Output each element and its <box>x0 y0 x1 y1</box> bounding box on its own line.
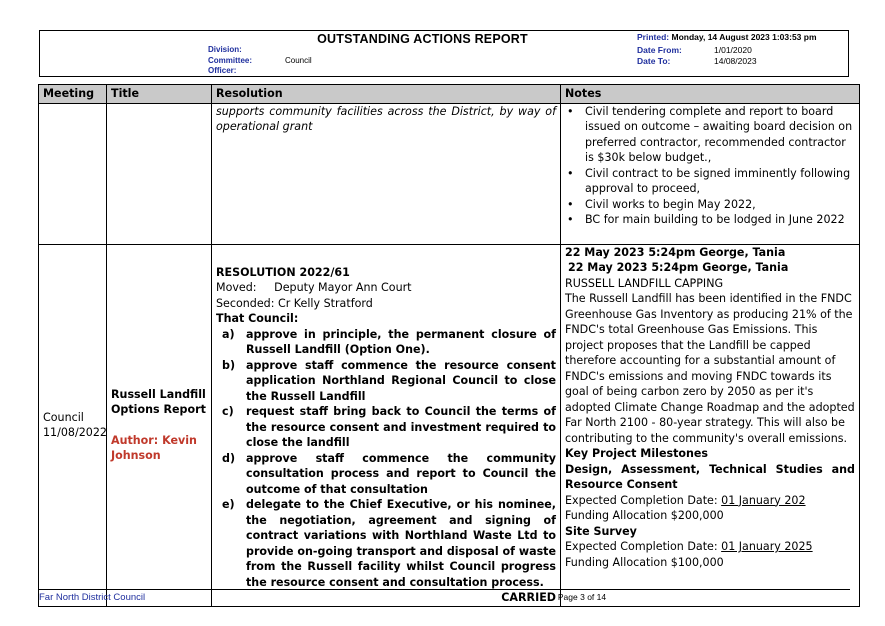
title-cell <box>107 103 212 244</box>
resolution-item: d) approve staff commence the community consultation process and report to Council the outcome of that consultation <box>222 451 556 496</box>
officer-label: Officer: <box>208 66 237 75</box>
milestone-date: Expected Completion Date: 01 January 2025 <box>565 540 813 553</box>
footer-divider <box>38 589 850 590</box>
date-from-label: Date From: <box>637 45 682 55</box>
milestone-funding: Funding Allocation $100,000 <box>565 555 724 569</box>
meeting-cell <box>39 103 107 244</box>
moved-label: Moved: <box>216 281 257 294</box>
carried-label: CARRIED <box>501 591 556 604</box>
resolution-text: supports community facilities across the District, by way of operational grant <box>216 104 556 133</box>
list-item: • Civil tendering complete and report to board issued on outcome – awaiting board decision on preferred contractor, recommended contractor is $30k below budget., <box>567 104 853 164</box>
table-row <box>39 103 860 244</box>
resolution-item: e) delegate to the Chief Executive, or his nominee, the negotiation, agreement and signing of contract variations with Northland Waste Ltd to provide on-going transport and disposal of waste from the Russell facility whilst Council progress the resource consent and consultation process. <box>222 498 556 589</box>
footer-page-number: Page 3 of 14 <box>557 592 607 602</box>
col-header-notes: Notes <box>561 85 860 104</box>
actions-table <box>38 84 860 607</box>
note-body: The Russell Landfill has been identified in the FNDC Greenhouse Gas Inventory as producing 21% of the FNDC's total Greenhouse Gas Emissions. This project proposes that the Landfill be capped therefore accounting for a substantial amount of FNDC's emissions and moving FNDC towards its goal of being carbon zero by 2050 as per it's adopted Climate Change Roadmap and the adopted Far North 2100 - 80-year strategy. This will also be contributing to the community's overall emissions. <box>565 292 855 445</box>
note-timestamp: 22 May 2023 5:24pm George, Tania <box>565 245 786 259</box>
date-values <box>714 45 757 66</box>
meeting-date: 11/08/2022 <box>43 426 107 439</box>
table-header-row <box>39 85 860 104</box>
date-to-label: Date To: <box>637 55 671 66</box>
list-item: • Civil works to begin May 2022, <box>567 197 756 211</box>
printed-label: Printed: <box>637 32 670 42</box>
committee-label: Committee: <box>208 55 253 65</box>
notes-cell <box>561 103 860 244</box>
title-cell <box>107 244 212 606</box>
printed-info <box>637 32 817 42</box>
date-labels <box>637 45 682 66</box>
date-to-value: 14/08/2023 <box>714 55 757 66</box>
milestones-heading: Key Project Milestones <box>565 447 709 460</box>
table-row <box>39 244 860 606</box>
footer-org: Far North District Council <box>39 592 146 603</box>
milestone-title: Site Survey <box>565 524 637 538</box>
col-header-title: Title <box>107 85 212 104</box>
col-header-resolution: Resolution <box>212 85 561 104</box>
col-header-meeting: Meeting <box>39 85 107 104</box>
milestone-date: Expected Completion Date: 01 January 202 <box>565 493 806 507</box>
resolution-cell <box>212 103 561 244</box>
item-title: Russell Landfill Options Report <box>111 387 206 416</box>
that-council: That Council: <box>216 312 299 325</box>
resolution-number: RESOLUTION 2022/61 <box>216 265 350 279</box>
resolution-item: b) approve staff commence the resource consent application Northland Regional Council to close the Russell Landfill <box>222 358 556 403</box>
meeting-name: Council <box>43 410 84 424</box>
resolution-item: a) approve in principle, the permanent closure of Russell Landfill (Option One). <box>222 327 556 356</box>
resolution-item: c) request staff bring back to Council the terms of the resource consent and investment required to close the landfill <box>222 405 556 449</box>
note-heading: RUSSELL LANDFILL CAPPING <box>565 276 724 290</box>
seconded-line: Seconded: Cr Kelly Stratford <box>216 296 373 310</box>
milestone-title: Design, Assessment, Technical Studies and Resource Consent <box>565 462 855 491</box>
meeting-cell <box>39 244 107 606</box>
notes-cell <box>561 244 860 606</box>
item-author: Author: Kevin Johnson <box>111 433 197 462</box>
date-from-value: 1/01/2020 <box>714 45 752 55</box>
milestone-funding: Funding Allocation $200,000 <box>565 509 724 522</box>
report-header <box>39 30 849 77</box>
moved-line <box>216 280 556 296</box>
printed-value: Monday, 14 August 2023 1:03:53 pm <box>671 32 817 42</box>
division-label: Division: <box>208 45 242 54</box>
header-labels <box>208 45 252 77</box>
list-item: • BC for main building to be lodged in June 2022 <box>567 213 845 226</box>
list-item: • Civil contract to be signed imminently following approval to proceed, <box>567 166 851 195</box>
note-timestamp: 22 May 2023 5:24pm George, Tania <box>568 261 789 274</box>
report-title: OUTSTANDING ACTIONS REPORT <box>317 32 528 46</box>
committee-value: Council <box>285 56 312 65</box>
moved-value: Deputy Mayor Ann Court <box>274 281 412 294</box>
resolution-cell <box>212 244 561 606</box>
